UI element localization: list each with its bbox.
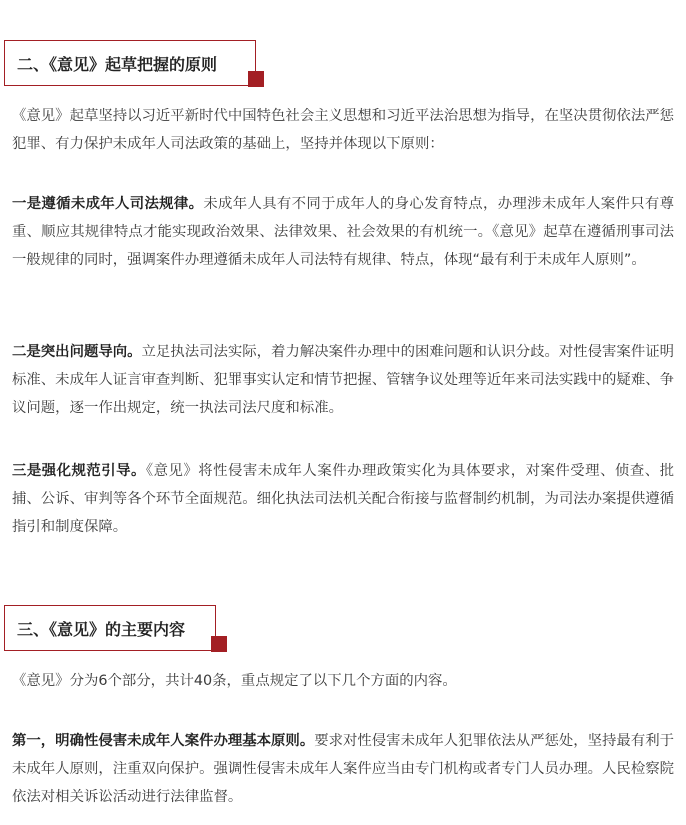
- section-intro-paragraph: [12, 667, 674, 695]
- principle-paragraph-1: [12, 190, 674, 274]
- section-intro-paragraph: [12, 102, 674, 158]
- heading-corner-decoration: [211, 636, 227, 652]
- principle-paragraph-2: [12, 338, 674, 422]
- content-lead: 第一，明确性侵害未成年人案件办理基本原则。: [12, 733, 315, 749]
- content-body: 要求对性侵害未成年人犯罪依法从严惩处，坚持最有利于未成年人原则，注重双向保护。强调性侵害未成年人案件应当由专门机构或者专门人员办理。人民检察院依法对相关诉讼活动进行法律监督。: [12, 733, 674, 805]
- section-heading-text: 二、《意见》起草把握的原则: [17, 54, 218, 74]
- principle-lead: 一是遵循未成年人司法规律。: [12, 196, 204, 212]
- principle-lead: 二是突出问题导向。: [12, 344, 142, 360]
- principle-body: 《意见》将性侵害未成年人案件办理政策实化为具体要求，对案件受理、侦查、批捕、公诉、审判等各个环节全面规范。细化执法司法机关配合衔接与监督制约机制，为司法办案提供遵循指引和制度保障。: [12, 463, 674, 535]
- intro-text: 《意见》起草坚持以习近平新时代中国特色社会主义思想和习近平法治思想为指导，在坚决贯彻依法严惩犯罪、有力保护未成年人司法政策的基础上，坚持并体现以下原则：: [12, 108, 674, 152]
- principle-body: 立足执法司法实际，着力解决案件办理中的困难问题和认识分歧。对性侵害案件证明标准、未成年人证言审查判断、犯罪事实认定和情节把握、管辖争议处理等近年来司法实践中的疑难、争议问题，逐一作出规定，统一执法司法尺度和标准。: [12, 344, 674, 416]
- section-heading-main-content: [4, 605, 216, 651]
- content-paragraph-1: [12, 727, 674, 811]
- principle-lead: 三是强化规范引导。: [12, 463, 146, 479]
- section-heading-principles: [4, 40, 256, 86]
- principle-body: 未成年人具有不同于成年人的身心发育特点，办理涉未成年人案件只有尊重、顺应其规律特点才能实现政治效果、法律效果、社会效果的有机统一。《意见》起草在遵循刑事司法一般规律的同时，强调案件办理遵循未成年人司法特有规律、特点，体现“最有利于未成年人原则”。: [12, 196, 674, 268]
- intro-text: 《意见》分为6个部分，共计40条，重点规定了以下几个方面的内容。: [12, 673, 457, 689]
- heading-corner-decoration: [248, 71, 264, 87]
- principle-paragraph-3: [12, 457, 674, 541]
- section-heading-text: 三、《意见》的主要内容: [17, 619, 186, 639]
